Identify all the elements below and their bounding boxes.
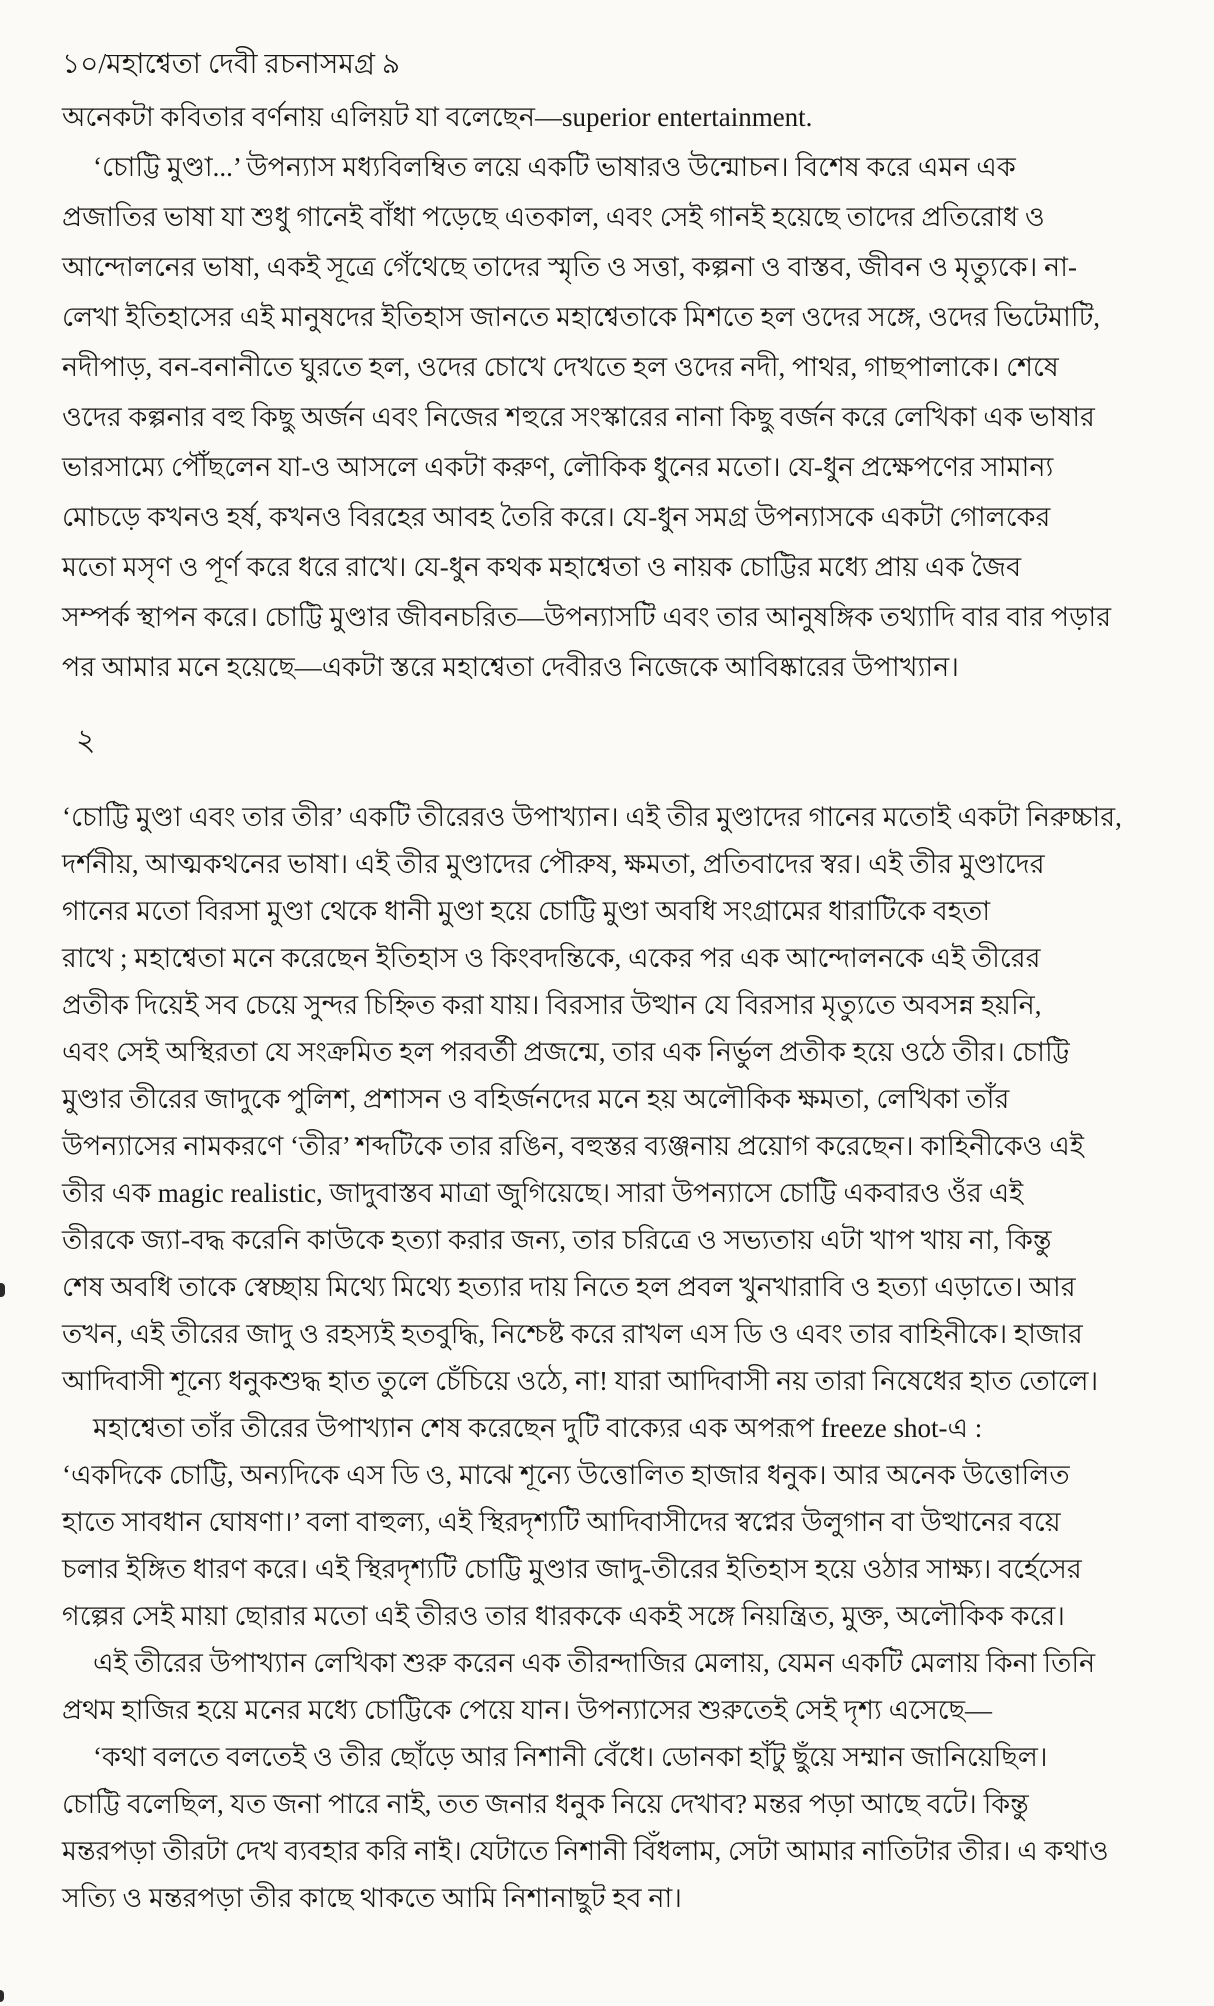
section-number: ২ [76, 724, 96, 757]
text-line: আন্দোলনের ভাষা, একই সূত্রে গেঁথেছে তাদের স্মৃতি ও সত্তা, কল্পনা ও বাস্তব, জীবন ও মৃত্যুকে। না- [62, 252, 1077, 282]
text-line: প্রথম হাজির হয়ে মনের মধ্যে চোট্টিকে পেয়ে যান। উপন্যাসের শুরুতেই সেই দৃশ্য এসেছে— [62, 1695, 993, 1725]
running-header: ১০/মহাশ্বেতা দেবী রচনাসমগ্র ৯ [62, 49, 401, 80]
text-line: মহাশ্বেতা তাঁর তীরের উপাখ্যান শেষ করেছেন দুটি বাক্যের এক অপরূপ freeze shot-এ : [93, 1413, 983, 1443]
text-line: তীরকে জ্যা-বদ্ধ করেনি কাউকে হত্যা করার জন্য, তার চরিত্রে ও সভ্যতায় এটা খাপ খায় না, কিন্তু [62, 1225, 1052, 1255]
text-line: সত্যি ও মন্তরপড়া তীর কাছে থাকতে আমি নিশানাছুট হব না। [62, 1883, 682, 1913]
text-line: দর্শনীয়, আত্মকথনের ভাষা। এই তীর মুণ্ডাদের পৌরুষ, ক্ষমতা, প্রতিবাদের স্বর। এই তীর মুণ্ডাদের [62, 849, 1045, 879]
text-line: আদিবাসী শূন্যে ধনুকশুদ্ধ হাত তুলে চেঁচিয়ে ওঠে, না! যারা আদিবাসী নয় তারা নিষেধের হাত তোলে। [62, 1366, 1099, 1396]
paragraph-block-bottom [62, 794, 1164, 1922]
text-line: তীর এক magic realistic, জাদুবাস্তব মাত্রা জুগিয়েছে। সারা উপন্যাসে চোট্টি একবারও ওঁর এই [62, 1178, 1024, 1208]
text-line: হাতে সাবধান ঘোষণা।’ বলা বাহুল্য, এই স্থিরদৃশ্যটি আদিবাসীদের স্বপ্নের উলুগান বা উত্থানের বয়ে [62, 1507, 1061, 1537]
text-line: লেখা ইতিহাসের এই মানুষদের ইতিহাস জানতে মহাশ্বেতাকে মিশতে হল ওদের সঙ্গে, ওদের ভিটেমাটি, [62, 302, 1101, 332]
text-line: প্রজাতির ভাষা যা শুধু গানেই বাঁধা পড়েছে এতকাল, এবং সেই গানই হয়েছে তাদের প্রতিরোধ ও [62, 202, 1045, 232]
text-line: অনেকটা কবিতার বর্ণনায় এলিয়ট যা বলেছেন—superior entertainment. [62, 102, 813, 132]
text-line: ভারসাম্যে পৌঁছলেন যা-ও আসলে একটা করুণ, লৌকিক ধুনের মতো। যে-ধুন প্রক্ষেপণের সামান্য [62, 452, 1054, 482]
text-line: ‘চোট্টি মুণ্ডা...’ উপন্যাস মধ্যবিলম্বিত লয়ে একটি ভাষারও উন্মোচন। বিশেষ করে এমন এক [93, 152, 1016, 182]
text-line: ‘একদিকে চোট্টি, অন্যদিকে এস ডি ও, মাঝে শূন্যে উত্তোলিত হাজার ধনুক। আর অনেক উত্তোলিত [62, 1460, 1070, 1490]
text-line: ‘কথা বলতে বলতেই ও তীর ছোঁড়ে আর নিশানী বেঁধে। ডোনকা হাঁটু ছুঁয়ে সম্মান জানিয়েছিল। [93, 1742, 1048, 1772]
text-line: নদীপাড়, বন-বনানীতে ঘুরতে হল, ওদের চোখে দেখতে হল ওদের নদী, পাথর, গাছপালাকে। শেষে [62, 352, 1059, 382]
scan-edge-mark [0, 1283, 5, 1297]
text-line: ‘চোট্টি মুণ্ডা এবং তার তীর’ একটি তীরেরও উপাখ্যান। এই তীর মুণ্ডাদের গানের মতোই একটা নিরুচ্চার, [62, 802, 1122, 832]
text-line: চোট্টি বলেছিল, যত জনা পারে নাই, তত জনার ধনুক নিয়ে দেখাব? মন্তর পড়া আছে বটে। কিন্তু [62, 1789, 1029, 1819]
text-line: এই তীরের উপাখ্যান লেখিকা শুরু করেন এক তীরন্দাজির মেলায়, যেমন একটি মেলায় কিনা তিনি [93, 1648, 1096, 1678]
text-line: শেষ অবধি তাকে স্বেচ্ছায় মিথ্যে মিথ্যে হত্যার দায় নিতে হল প্রবল খুনখারাবি ও হত্যা এড়াতে। আর [62, 1272, 1076, 1302]
text-line: উপন্যাসের নামকরণে ‘তীর’ শব্দটিকে তার রঙিন, বহুস্তর ব্যঞ্জনায় প্রয়োগ করেছেন। কাহিনীকেও এই [62, 1131, 1084, 1161]
text-line: ওদের কল্পনার বহু কিছু অর্জন এবং নিজের শহুরে সংস্কারের নানা কিছু বর্জন করে লেখিকা এক ভাষার [62, 402, 1095, 432]
paragraph-block-top [62, 92, 1164, 692]
text-line: তখন, এই তীরের জাদু ও রহস্যই হতবুদ্ধি, নিশ্চেষ্ট করে রাখল এস ডি ও এবং তার বাহিনীকে। হাজার [62, 1319, 1083, 1349]
text-line: পর আমার মনে হয়েছে—একটা স্তরে মহাশ্বেতা দেবীরও নিজেকে আবিষ্কারের উপাখ্যান। [62, 652, 959, 682]
text-line: রাখে ; মহাশ্বেতা মনে করেছেন ইতিহাস ও কিংবদন্তিকে, একের পর এক আন্দোলনকে এই তীরের [62, 943, 1041, 973]
text-line: এবং সেই অস্থিরতা যে সংক্রমিত হল পরবর্তী প্রজন্মে, তার এক নির্ভুল প্রতীক হয়ে ওঠে তীর। চোট্টি [62, 1037, 1070, 1067]
text-line: মন্তরপড়া তীরটা দেখ ব্যবহার করি নাই। যেটাতে নিশানী বিঁধলাম, সেটা আমার নাতিটার তীর। এ কথাও [62, 1836, 1109, 1866]
scan-edge-mark [0, 1990, 4, 2002]
text-line: সম্পর্ক স্থাপন করে। চোট্টি মুণ্ডার জীবনচরিত—উপন্যাসটি এবং তার আনুষঙ্গিক তথ্যাদি বার বার পড়ার [62, 602, 1112, 632]
text-line: প্রতীক দিয়েই সব চেয়ে সুন্দর চিহ্নিত করা যায়। বিরসার উত্থান যে বিরসার মৃত্যুতে অবসন্ন হয়নি, [62, 990, 1042, 1020]
text-line: গানের মতো বিরসা মুণ্ডা থেকে ধানী মুণ্ডা হয়ে চোট্টি মুণ্ডা অবধি সংগ্রামের ধারাটিকে বহতা [62, 896, 991, 926]
text-line: মুণ্ডার তীরের জাদুকে পুলিশ, প্রশাসন ও বহির্জনদের মনে হয় অলৌকিক ক্ষমতা, লেখিকা তাঁর [62, 1084, 1010, 1114]
text-line: মোচড়ে কখনও হর্ষ, কখনও বিরহের আবহ তৈরি করে। যে-ধুন সমগ্র উপন্যাসকে একটা গোলকের [62, 502, 1051, 532]
text-line: চলার ইঙ্গিত ধারণ করে। এই স্থিরদৃশ্যটি চোট্টি মুণ্ডার জাদু-তীরের ইতিহাস হয়ে ওঠার সাক্ষ্য। বর্হেসের [62, 1554, 1082, 1584]
text-line: গল্পের সেই মায়া ছোরার মতো এই তীরও তার ধারককে একই সঙ্গে নিয়ন্ত্রিত, মুক্ত, অলৌকিক করে। [62, 1601, 1065, 1631]
text-line: মতো মসৃণ ও পূর্ণ করে ধরে রাখে। যে-ধুন কথক মহাশ্বেতা ও নায়ক চোট্টির মধ্যে প্রায় এক জৈব [62, 552, 1022, 582]
